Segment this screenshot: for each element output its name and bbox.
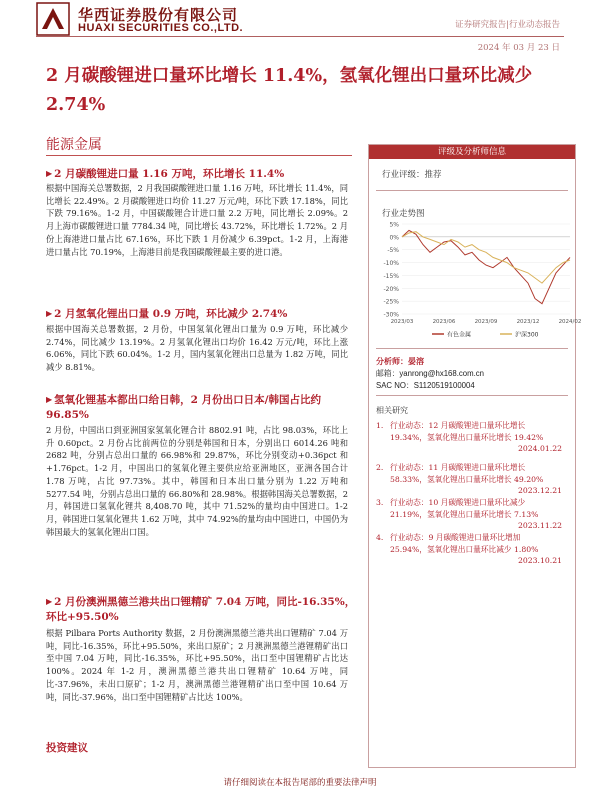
item-number: 2.	[376, 463, 384, 472]
huaxi-logo	[36, 2, 70, 36]
section-heading-text: 2 月份澳洲黑德兰港共出口锂精矿 7.04 万吨，同比-16.35%，环比+95.50%	[46, 596, 356, 623]
section-heading	[46, 306, 356, 322]
report-date: 2024 年 03 月 23 日	[477, 43, 560, 53]
related-research-item[interactable]	[376, 462, 570, 497]
series-line	[402, 230, 570, 303]
related-research-item[interactable]	[376, 497, 570, 532]
item-line1: 行业动态：11 月碳酸锂进口量环比增长	[390, 463, 526, 472]
sidebar-header: 评级及分析师信息	[369, 145, 575, 159]
report-title: 2 月碳酸锂进口量环比增长 11.4%，氢氧化锂出口量环比减少 2.74%	[46, 66, 533, 115]
y-tick-label: 0%	[389, 234, 399, 242]
footer-disclaimer: 请仔细阅读在本报告尾部的重要法律声明	[223, 778, 377, 788]
section-body: 根据 Pilbara Ports Authority 数据，2 月份澳洲黑德兰港共出口锂精矿 7.04 万吨，同比-16.35%，环比+95.50%，来出口原矿；2 月澳洲黑德兰港锂精矿出口至中国 7.04 万吨，同比-16.35%，环比+95.50%，出口至中国锂精矿占比达 100%。2024 年 1-2 月，澳洲黑德兰港共出口锂精矿 10.64 万吨，同比-37.96%，未出口原矿；1-2 月，澳洲黑德兰港锂精矿出口至中国 10.64 万吨，同比-37.96%，出口至中国锂精矿占比达 100%。	[46, 628, 348, 702]
item-line2: 58.33%，氢氧化锂出口量环比增长 49.20%	[390, 474, 544, 484]
item-number: 4.	[376, 533, 384, 542]
company-name-cn: 华西证券股份有限公司	[78, 6, 239, 24]
section-body: 2 月份，中国出口到亚洲国家氢氧化锂合计 8802.91 吨，占比 98.03%，环比上升 0.60pct。2 月份占比前两位的分别是韩国和日本，分别出口 6014.26 吨和 2682 吨，分别占总出口量的 66.98%和 29.87%，环比分别变动+0.36pct 和+1.76pct。1-2 月，中国出口的氢氧化锂主要供应给亚洲地区，亚洲各国合计 1.78 万吨，占比 97.73%。其中，韩国和日本出口量分别为 1.22 万吨和 5277.54 吨，分别占总出口量的 66.80%和 28.98%。根据韩国海关总署数据，2 月，韩国进口氢氧化锂共 8,408.70 吨，其中 71.52%的量均由中国进口。1-2 月，韩国进口氢氧化锂共 1.62 万吨，其中 74.92%的量均由中国进口，中国仍为韩国最大的氢氧化锂出口国。	[46, 425, 348, 537]
item-line1: 行业动态：9 月碳酸锂进口量环比增加	[390, 533, 521, 542]
section-heading-text: 2 月氢氧化锂出口量 0.9 万吨，环比减少 2.74%	[54, 308, 288, 320]
y-tick-label: -10%	[383, 260, 399, 268]
section-heading	[46, 166, 356, 182]
legend-label: 沪深300	[515, 331, 539, 339]
report-category: 证券研究报告|行业动态报告	[455, 20, 560, 30]
item-line2: 19.34%，氢氧化锂出口量环比增长 19.42%	[390, 432, 544, 442]
section-heading-text: 氢氧化锂基本都出口给日韩，2 月份出口日本/韩国占比约 96.85%	[46, 394, 321, 421]
item-date: 2023.12.21	[517, 486, 562, 496]
section-heading	[46, 392, 356, 423]
sidebar-divider	[376, 190, 568, 191]
related-research-item[interactable]	[376, 420, 570, 455]
company-name-en: HUAXI SECURITIES CO.,LTD.	[78, 22, 244, 34]
related-research-title: 相关研究	[376, 406, 408, 415]
item-date: 2023.10.21	[517, 556, 562, 566]
x-tick-label: 2023/09	[474, 319, 498, 325]
item-date: 2024.01.22	[517, 444, 562, 454]
section-heading-text: 2 月碳酸锂进口量 1.16 万吨，环比增长 11.4%	[54, 168, 285, 180]
item-line1: 行业动态：12 月碳酸锂进口量环比增长	[390, 421, 526, 430]
sector-label: 能源金属	[46, 137, 102, 153]
trend-chart-label: 行业走势图	[382, 209, 425, 219]
item-number: 1.	[376, 421, 384, 430]
triangle-bullet-icon: ▶	[46, 394, 53, 404]
y-tick-label: -15%	[383, 272, 399, 280]
analyst-sac: SAC NO：S1120519100004	[376, 381, 475, 390]
analyst-email: 邮箱：yanrong@hx168.com.cn	[376, 369, 485, 378]
y-tick-label: -5%	[387, 247, 399, 255]
triangle-bullet-icon: ▶	[46, 168, 53, 178]
item-line2: 25.94%，氢氧化锂出口量环比减少 1.80%	[390, 544, 539, 554]
industry-rating: 行业评级：推荐	[382, 170, 442, 180]
sector-divider	[46, 155, 352, 156]
x-tick-label: 2023/12	[516, 319, 540, 325]
x-tick-label: 2023/03	[390, 319, 414, 325]
trend-chart-svg	[372, 218, 582, 340]
header-divider	[36, 36, 564, 37]
triangle-bullet-icon: ▶	[46, 308, 53, 318]
y-tick-label: -25%	[383, 298, 399, 306]
item-date: 2023.11.22	[517, 521, 562, 531]
item-line2: 21.19%，氢氧化锂出口量环比增长 7.13%	[390, 509, 539, 519]
item-number: 3.	[376, 498, 384, 507]
section-body: 根据中国海关总署数据，2 月我国碳酸锂进口量 1.16 万吨，环比增长 11.4%，同比增长 22.49%。2 月碳酸锂进口均价 11.27 万元/吨，环比下跌 17.18%，同比下跌 79.16%。1-2 月，中国碳酸锂合计进口量 2.2 万吨，同比增长 2.09%。2 月上海市碳酸锂进口量 7784.34 吨，同比增长 43.72%，环比增长 1.72%。2 月份上海港进口量占比 67.16%，环比下跌 1 月份减少 6.39pct。1-2 月，上海港进口量占比 70.19%，上海港目前是我国碳酸锂最主要的进口港。	[46, 183, 348, 257]
x-tick-label: 2024/02	[558, 319, 582, 325]
sidebar-divider	[376, 348, 568, 349]
legend-label: 有色金属	[447, 331, 472, 339]
item-line1: 行业动态：10 月碳酸锂进口量环比减少	[390, 498, 526, 507]
x-tick-label: 2023/06	[432, 319, 456, 325]
section-body: 根据中国海关总署数据，2 月份，中国氢氧化锂出口量为 0.9 万吨，环比减少 2.74%，同比减少 13.19%。2 月氢氧化锂出口均价 16.42 万元/吨，环比上涨 6.06%，同比下跌 60.04%。1-2 月，国内氢氧化锂出口总量为 1.82 万吨，同比减少 8.81%。	[46, 324, 348, 373]
related-research-item[interactable]	[376, 532, 570, 567]
investment-heading: 投资建议	[46, 742, 88, 754]
sidebar-divider	[376, 395, 568, 396]
y-tick-label: -20%	[383, 285, 399, 293]
y-tick-label: -30%	[383, 311, 399, 319]
section-heading	[46, 594, 356, 625]
industry-trend-chart	[372, 218, 582, 340]
triangle-bullet-icon: ▶	[46, 596, 53, 606]
analyst-name: 分析师：晏溶	[376, 356, 424, 366]
y-tick-label: 5%	[389, 221, 399, 229]
